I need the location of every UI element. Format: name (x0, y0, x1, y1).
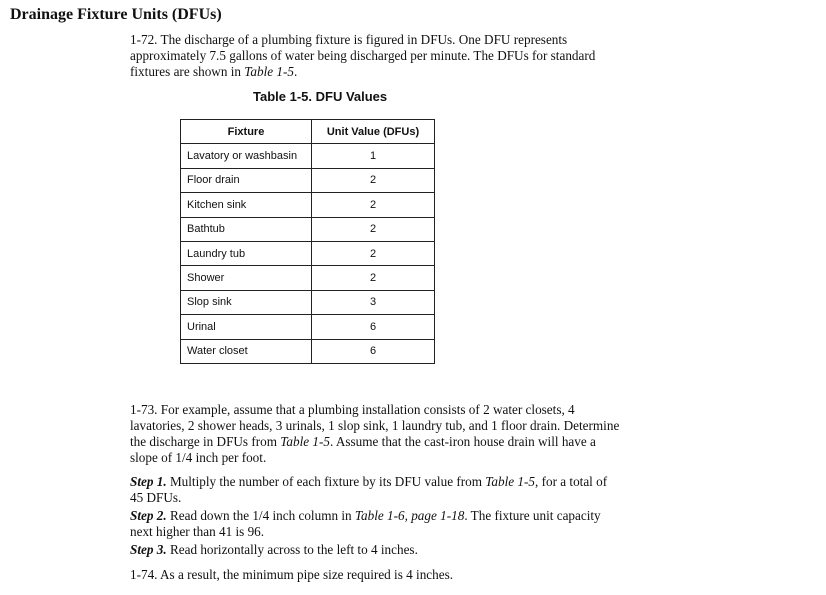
paragraph-1-72 (130, 32, 620, 80)
step-1 (130, 474, 620, 506)
table-row (181, 168, 435, 192)
table-reference: Table 1-5 (280, 434, 330, 449)
table-row (181, 315, 435, 339)
table-row (181, 144, 435, 168)
table-row (181, 266, 435, 290)
fixture-cell: Shower (181, 266, 312, 290)
value-cell: 2 (312, 217, 435, 241)
paragraph-1-73 (130, 402, 620, 466)
value-cell: 6 (312, 315, 435, 339)
fixture-cell: Slop sink (181, 290, 312, 314)
step-3-label: Step 3. (130, 542, 167, 557)
fixture-cell: Kitchen sink (181, 193, 312, 217)
paragraph-1-74: 1-74. As a result, the minimum pipe size required is 4 inches. (130, 567, 454, 582)
value-cell: 2 (312, 266, 435, 290)
step-2 (130, 508, 620, 540)
step-2-label: Step 2. (130, 508, 167, 523)
table-row (181, 290, 435, 314)
column-header-value: Unit Value (DFUs) (312, 120, 435, 144)
step-3 (130, 542, 620, 558)
table-reference: Table 1-6, page 1-18 (354, 508, 465, 523)
value-cell: 1 (312, 144, 435, 168)
value-cell: 2 (312, 168, 435, 192)
paragraph-1-73-text1: 1-73. For example, assume that a plumbing installation consists of 2 water closets, 4 lavatories, 2 shower heads, 3 urinals, 1 slop sink, 1 laundry tub, and 1 floor drain. Determine the discharge in DFUs from (130, 402, 620, 449)
table-reference: Table 1-5 (485, 474, 535, 489)
table-title: Table 1-5. DFU Values (253, 89, 388, 104)
table-row (181, 193, 435, 217)
value-cell: 2 (312, 193, 435, 217)
section-heading: Drainage Fixture Units (DFUs) (10, 6, 222, 23)
value-cell: 6 (312, 339, 435, 363)
fixture-cell: Laundry tub (181, 241, 312, 265)
paragraph-1-73-text2: . Assume that the cast-iron house drain will have a slope of 1/4 inch per foot. (130, 434, 596, 465)
step-3-text: Read horizontally across to the left to 4 inches. (166, 542, 418, 557)
fixture-cell: Bathtub (181, 217, 312, 241)
step-1-label: Step 1. (130, 474, 167, 489)
paragraph-1-72-end: . (293, 64, 298, 79)
table-reference: Table 1-5 (244, 64, 294, 79)
fixture-cell: Floor drain (181, 168, 312, 192)
table-row (181, 217, 435, 241)
step-1-text2: , for a total of 45 DFUs. (130, 474, 608, 505)
value-cell: 3 (312, 290, 435, 314)
column-header-fixture: Fixture (181, 120, 312, 144)
step-2-text2: . The fixture unit capacity next higher than 41 is 96. (130, 508, 601, 539)
step-1-text1: Multiply the number of each fixture by its DFU value from (166, 474, 486, 489)
table-header-row (181, 120, 435, 144)
dfu-table (180, 119, 435, 364)
value-cell: 2 (312, 241, 435, 265)
fixture-cell: Lavatory or washbasin (181, 144, 312, 168)
step-2-text1: Read down the 1/4 inch column in (166, 508, 355, 523)
paragraph-1-72-text: 1-72. The discharge of a plumbing fixture is figured in DFUs. One DFU represents approximately 7.5 gallons of water being discharged per minute. The DFUs for standard fixtures are shown in (130, 32, 596, 79)
fixture-cell: Water closet (181, 339, 312, 363)
table-row (181, 339, 435, 363)
table-row (181, 241, 435, 265)
fixture-cell: Urinal (181, 315, 312, 339)
